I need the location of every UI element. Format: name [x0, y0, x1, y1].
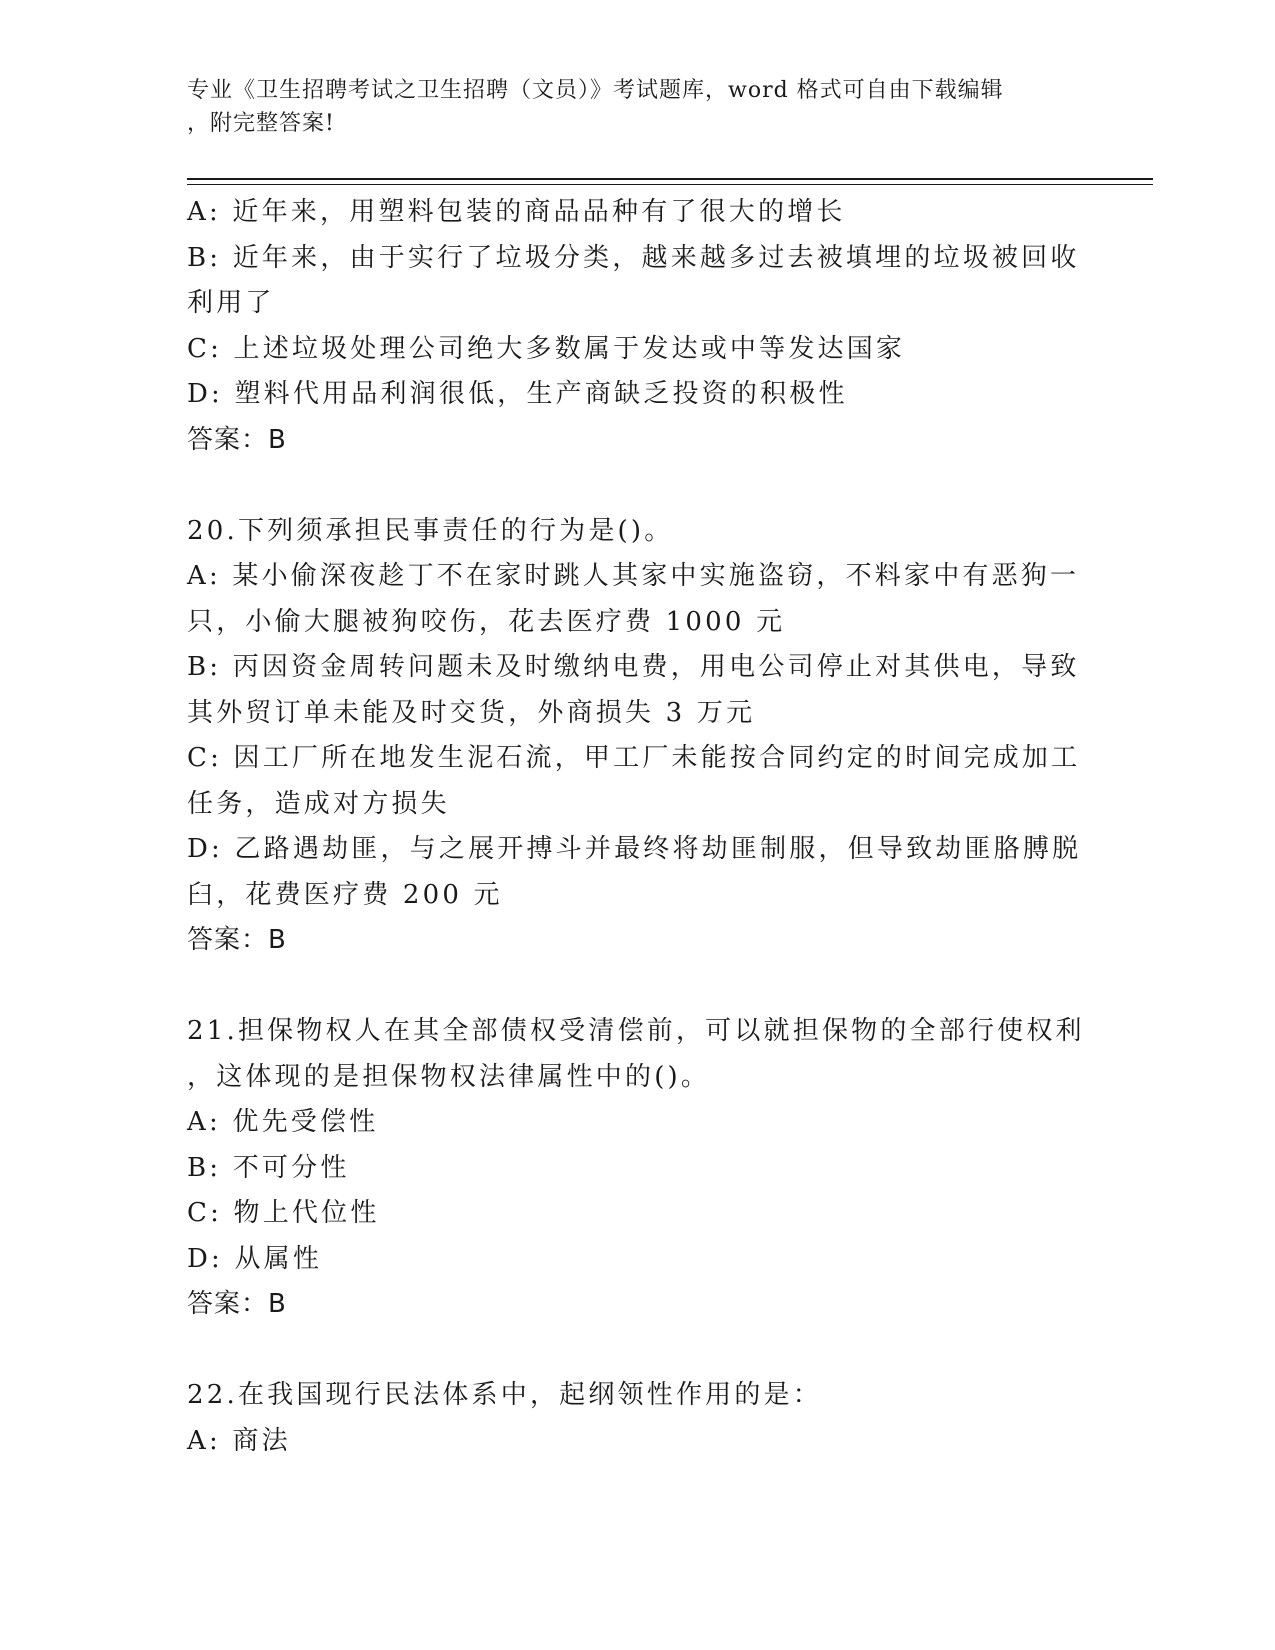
option-c: C: 因工厂所在地发生泥石流，甲工厂未能按合同约定的时间完成加工	[187, 743, 1081, 773]
header-divider-thick	[187, 178, 1153, 180]
option-c-continued: 任务，造成对方损失	[187, 788, 450, 819]
answer: 答案：B	[187, 1289, 287, 1319]
option-d: D: 乙路遇劫匪，与之展开搏斗并最终将劫匪制服，但导致劫匪胳膊脱	[187, 834, 1082, 864]
document-body	[187, 190, 1085, 1464]
question-block-19	[187, 190, 1082, 463]
question-block-20	[187, 509, 1082, 964]
option-a: A: 某小偷深夜趁丁不在家时跳人其家中实施盗窃，不料家中有恶狗一	[187, 561, 1080, 591]
question-text: 20.下列须承担民事责任的行为是()。	[187, 515, 674, 546]
header-divider-thin	[187, 184, 1153, 185]
option-d: D: 塑料代用品利润很低，生产商缺乏投资的积极性	[187, 379, 848, 409]
answer: 答案：B	[187, 925, 287, 955]
option-d-continued: 臼，花费医疗费 200 元	[187, 879, 503, 910]
option-d: D: 从属性	[187, 1243, 323, 1274]
spacer	[187, 1328, 1082, 1374]
option-b: B: 丙因资金周转问题未及时缴纳电费，用电公司停止对其供电，导致	[187, 652, 1080, 682]
question-block-22	[187, 1373, 1082, 1464]
option-a: A: 近年来，用塑料包装的商品品种有了很大的增长	[187, 197, 846, 227]
option-c: C: 物上代位性	[187, 1198, 380, 1228]
question-block-21	[187, 1009, 1085, 1328]
option-b-continued: 利用了	[187, 288, 275, 318]
spacer	[187, 463, 1082, 509]
question-text: 22.在我国现行民法体系中，起纲领性作用的是：	[187, 1380, 822, 1410]
spacer	[187, 964, 1082, 1010]
option-a: A: 商法	[187, 1425, 291, 1456]
question-text-continued: ，这体现的是担保物权法律属性中的()。	[187, 1061, 711, 1092]
document-header	[187, 74, 1067, 140]
option-c: C: 上述垃圾处理公司绝大多数属于发达或中等发达国家	[187, 333, 906, 364]
header-line-1: 专业《卫生招聘考试之卫生招聘（文员）》考试题库，word 格式可自由下载编辑	[187, 78, 1004, 103]
option-b-continued: 其外贸订单未能及时交货，外商损失 3 万元	[187, 697, 756, 728]
header-line-2: ，附完整答案!	[187, 111, 335, 136]
option-b: B: 近年来，由于实行了垃圾分类，越来越多过去被填埋的垃圾被回收	[187, 242, 1080, 273]
answer: 答案：B	[187, 424, 287, 455]
option-b: B: 不可分性	[187, 1152, 350, 1183]
option-a-continued: 只，小偷大腿被狗咬伤，花去医疗费 1000 元	[187, 606, 786, 637]
question-text: 21.担保物权人在其全部债权受清偿前，可以就担保物的全部行使权利	[187, 1016, 1085, 1046]
option-a: A: 优先受偿性	[187, 1107, 379, 1137]
